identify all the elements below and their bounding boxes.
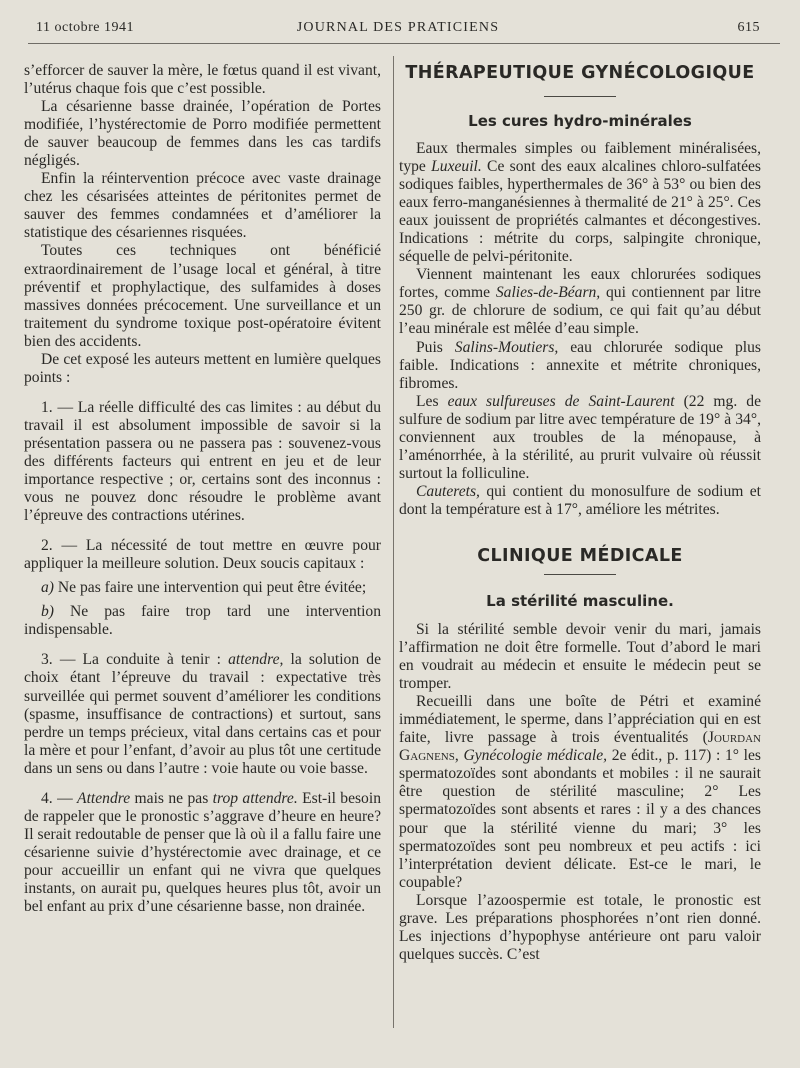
italic-run: Salins-Moutiers, [454, 338, 559, 356]
subsection-title-sterilite: La stérilité masculine. [486, 591, 674, 610]
paragraph [399, 266, 761, 338]
paragraph: Si la stérilité semble devoir venir du mari, jamais l’affirmation ne doit être formelle. Tout d’abord le mari en voudrait au médecin et ensuite le médecin peut se tromper. [399, 620, 761, 693]
left-column [24, 62, 381, 916]
subsection-title-cures: Les cures hydro-minérales [468, 112, 692, 130]
sub-point-text: Ne pas faire trop tard une intervention indispensable. [24, 603, 381, 639]
text-run: 3. — La conduite à tenir : [41, 651, 229, 669]
text-run: Puis [416, 338, 455, 356]
text-run: Eaux thermales simples ou faiblement minéralisées, type [399, 140, 761, 176]
text-run: 2e édit., p. 117) : 1° les spermatozoïdes sont abondants et mobiles : il ne saurait être question de stérilité masculine; 2° Les spermatozoïdes sont absents et rares : il y a des chances pour que la stérilité vienne du mari; 3° les spermatozoïdes sont peu nombreux et peu actifs : ici l’interprétation devient délicate. Est-ce le mari, le coupable? [399, 747, 762, 891]
italic-run: attendre, [228, 651, 284, 669]
text-run: 4. — [41, 789, 78, 807]
text-run: Les [416, 392, 448, 410]
text-run: qui contient du monosulfure de sodium et dont la température est à 17°, améliore les métrites. [399, 482, 761, 518]
paragraph [399, 140, 761, 266]
paragraph [399, 693, 761, 892]
text-run: Recueilli dans une boîte de Pétri et examiné immédiatement, le sperme, dans l’appréciation qui en est faite, livre passage à trois éventualités ( [399, 693, 761, 747]
author-citation: Jourdan Gagnens, [399, 729, 761, 765]
paragraph: La césarienne basse drainée, l’opération de Portes modifiée, l’hystérectomie de Porro modifiée permettent de sauver beaucoup de femmes dans les cas tardifs négligés. [24, 98, 381, 170]
text-run: qui contiennent par litre 250 gr. de chlorure de sodium, ce qui fait qu’au début l’eau minérale est mêlée d’eau simple. [399, 284, 761, 338]
title-rule [544, 96, 616, 97]
text-run: Est-il besoin de rappeler que le pronostic s’aggrave d’heure en heure? Il serait redoutable de penser que là où il a fallu faire une césarienne suivie d’hystérectomie avec drainage, et ce pour accueillir un enfant qui ne vivra que quelques instants, on aurait pu, quelques heures plus tôt, avoir un bel enfant au prix d’une césarienne basse, non drainée. [24, 789, 381, 916]
text-run: la solution de choix étant l’épreuve du travail : expectative très surveillée qui permet souvent d’améliorer les conditions (spasme, insuffisance de contractions) et surtout, sans perdre un temps précieux, vital dans certains cas et pour la mère et pour l’enfant, d’avoir au plus tôt une certitude dans un sens ou dans l’autre : voie haute ou voie basse. [24, 651, 381, 777]
italic-run: Gynécologie médicale, [458, 747, 608, 765]
italic-run: Cauterets, [416, 482, 480, 500]
header-journal-title: JOURNAL DES PRATICIENS [296, 20, 500, 35]
numbered-point-2: 2. — La nécessité de tout mettre en œuvre pour appliquer la meilleure solution. Deux soucis capitaux : [24, 537, 381, 573]
numbered-point-4 [24, 790, 381, 916]
sub-point-b [24, 603, 381, 639]
paragraph [399, 339, 761, 393]
text-run: mais ne pas [130, 789, 213, 807]
italic-run: eaux sulfureuses de Saint-Laurent [447, 392, 675, 410]
paragraph [399, 483, 761, 519]
paragraph: Enfin la réintervention précoce avec vaste drainage chez les césarisées atteintes de péritonites permet de sauver des femmes condamnées et d’améliorer la statistique des césariennes risquées. [24, 170, 381, 242]
title-rule [544, 574, 616, 575]
italic-run: Luxeuil. [431, 158, 482, 176]
text-run: Viennent maintenant les eaux chlorurées sodiques fortes, comme [399, 266, 761, 302]
text-run: Ce sont des eaux alcalines chloro-sulfatées sodiques faibles, hyperthermales de 36° à 53° ou bien des eaux ferro-manganésiennes à thermalité de 21° à 25°. Ces eaux jouissent de propriétés calmantes et décongestives. Indications : métrite du corps, salpingite chronique, séquelle de pelvi-péritonite. [399, 158, 761, 266]
header-rule [28, 43, 780, 44]
section-title-clinique: CLINIQUE MÉDICALE [477, 545, 683, 566]
sub-point-letter: b) [41, 603, 54, 621]
section-title-therapeutique: THÉRAPEUTIQUE GYNÉCOLOGIQUE [405, 63, 755, 83]
text-run: (22 mg. de sulfure de sodium par litre avec température de 19° à 34°, conviennent aux troubles de la ménopause, à l’aménorrhée, à la stérilité, au prurit vulvaire où réussit surtout la folliculine. [399, 392, 762, 482]
text-run: eau chlorurée sodique plus faible. Indications : annexite et métrite chroniques, fibromes. [399, 338, 761, 392]
italic-run: Salies-de-Béarn, [495, 284, 601, 302]
right-column [399, 62, 761, 964]
paragraph: Toutes ces techniques ont bénéficié extraordinairement de l’usage local et général, à titre préventif et prophylactique, des sulfamides à doses massives données précocement. Une surveillance et un traitement du syndrome toxique post-opératoire évitent bien des accidents. [24, 242, 381, 350]
sub-point-text: Ne pas faire une intervention qui peut être évitée; [54, 579, 367, 597]
header-page-number: 615 [737, 20, 760, 35]
paragraph: s’efforcer de sauver la mère, le fœtus quand il est vivant, l’utérus chaque fois que c’est possible. [24, 62, 381, 98]
header-date: 11 octobre 1941 [36, 20, 134, 35]
numbered-point-3 [24, 651, 381, 777]
sub-point-letter: a) [41, 579, 54, 597]
sub-point-a [24, 579, 381, 597]
running-header [36, 20, 760, 38]
paragraph [399, 393, 761, 483]
italic-run: trop attendre. [212, 789, 298, 807]
column-divider [393, 56, 394, 1028]
numbered-point-1: 1. — La réelle difficulté des cas limites : au début du travail il est absolument impossible de savoir si la présentation passera ou ne passera pas : souvenez-vous des différents facteurs qui entrent en jeu et de leur importance respective ; or, certains sont des inconnus : vous ne pouvez donc résoudre le problème avant l’épreuve des contractions utérines. [24, 398, 381, 525]
italic-run: Attendre [77, 789, 131, 807]
paragraph: De cet exposé les auteurs mettent en lumière quelques points : [24, 350, 381, 386]
paragraph: Lorsque l’azoospermie est totale, le pronostic est grave. Les préparations phosphorées n’ont rien donné. Les injections d’hypophyse antérieure ont paru valoir quelques succès. C’est [399, 891, 761, 963]
